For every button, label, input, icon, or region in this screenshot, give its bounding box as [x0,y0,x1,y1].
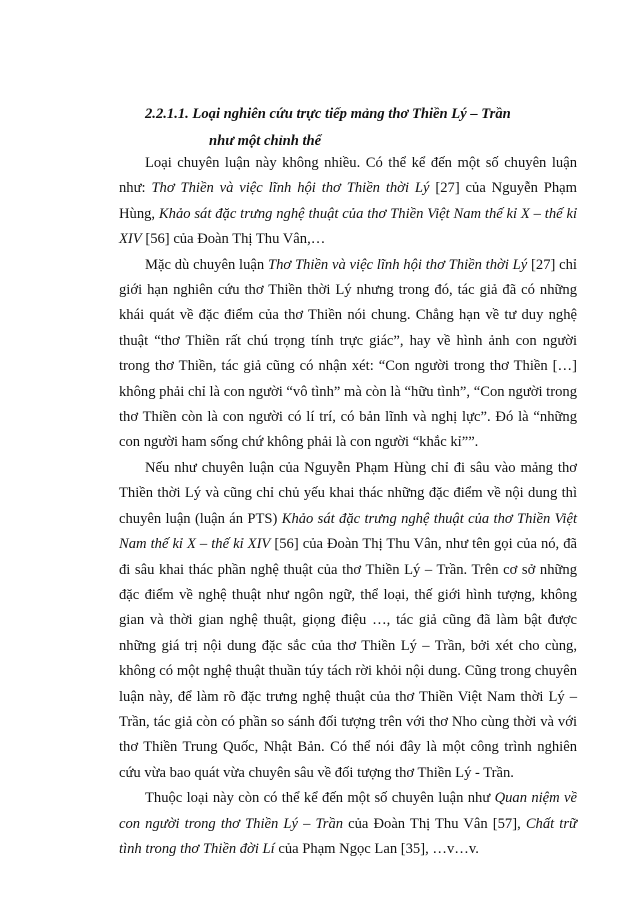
text-run: Loại chuyên luận này không nhiều. Có thể kể đến một số chuyên luận như: [119,155,577,197]
section-heading-line-1: 2.2.1.1. Loại nghiên cứu trực tiếp mảng thơ Thiền Lý – Trần [145,106,511,122]
text-run: [27] của Nguyễn Phạm Hùng, [119,180,577,222]
section-heading [145,101,511,155]
text-run: của Đoàn Thị Thu Vân [57], [343,815,526,832]
text-run: [56] của Đoàn Thị Thu Vân, như tên gọi của nó, đã đi sâu khai thác phần nghệ thuật của thơ Thiền Lý – Trần. Trên cơ sở những đặc điểm về nghệ thuật như ngôn ngữ, thể loại, thế giới hình tượng, không gian và thời gian nghệ thuật, giọng điệu …, tác giả cũng đã làm bật được những giá trị nội dung đặc sắc của thơ Thiền Lý – Trần, bởi xét cho cùng, không có một nghệ thuật thuần túy tách rời khỏi nội dung. Cũng trong chuyên luận này, để làm rõ đặc trưng nghệ thuật của thơ Thiền Việt Nam thời Lý – Trần, tác giả còn có phần so sánh đối tượng trên với thơ Nho cùng thời và với thơ Thiền Trung Quốc, Nhật Bản. Có thể nói đây là một công trình nghiên cứu vừa bao quát vừa chuyên sâu về đối tượng thơ Thiền Lý - Trần. [119,536,577,781]
text-run: Nếu như chuyên luận của Nguyễn Phạm Hùng chỉ đi sâu vào mảng thơ Thiền thời Lý và cũng chỉ chủ yếu khai thác những đặc điểm về nội dung thì chuyên luận (luận án PTS) [119,459,577,527]
italic-title: Thơ Thiền và việc lĩnh hội thơ Thiền thời Lý [267,256,528,273]
text-run: Thuộc loại này còn có thể kể đến một số chuyên luận như [145,790,495,807]
body-text [119,151,577,862]
text-run: [56] của Đoàn Thị Thu Vân,… [141,231,326,248]
italic-title: Chất trữ tình trong thơ Thiền đời Lí [119,815,577,857]
section-heading-line-2: như một chỉnh thể [209,133,322,149]
italic-title: Thơ Thiền và việc lĩnh hội thơ Thiền thời Lý [151,180,430,197]
paragraph [119,456,577,786]
italic-title: Khảo sát đặc trưng nghệ thuật của thơ Thiền Việt Nam thế kỉ X – thế kỉ XIV [119,205,577,248]
paragraph [119,786,577,862]
paragraph [119,151,577,253]
text-run: của Phạm Ngọc Lan [35], …v…v. [274,840,479,857]
italic-title: Khảo sát đặc trưng nghệ thuật của thơ Thiền Việt Nam thế kỉ X – thế kỉ XIV [119,510,577,553]
text-run: Mặc dù chuyên luận [145,256,268,273]
text-run: [27] chỉ giới hạn nghiên cứu thơ Thiền thời Lý nhưng trong đó, tác giả đã có những khái quát về đặc điểm của thơ Thiền nói chung. Chẳng hạn về tư duy nghệ thuật “thơ Thiền rất chú trọng tính trực giác”, hay về hình ảnh con người trong thơ Thiền, tác giả cũng có nhận xét: “Con người trong thơ Thiền […] không phải chỉ là con người “vô tình” mà còn là “hữu tình”, “Con người trong thơ Thiền còn là con người có lí trí, có bản lĩnh và nghị lực”. Đó là “những con người ham sống chứ không phải là con người “khắc kỉ””. [119,256,577,451]
paragraph [119,253,577,456]
italic-title: Quan niệm về con người trong thơ Thiền Lý – Trần [119,790,577,832]
